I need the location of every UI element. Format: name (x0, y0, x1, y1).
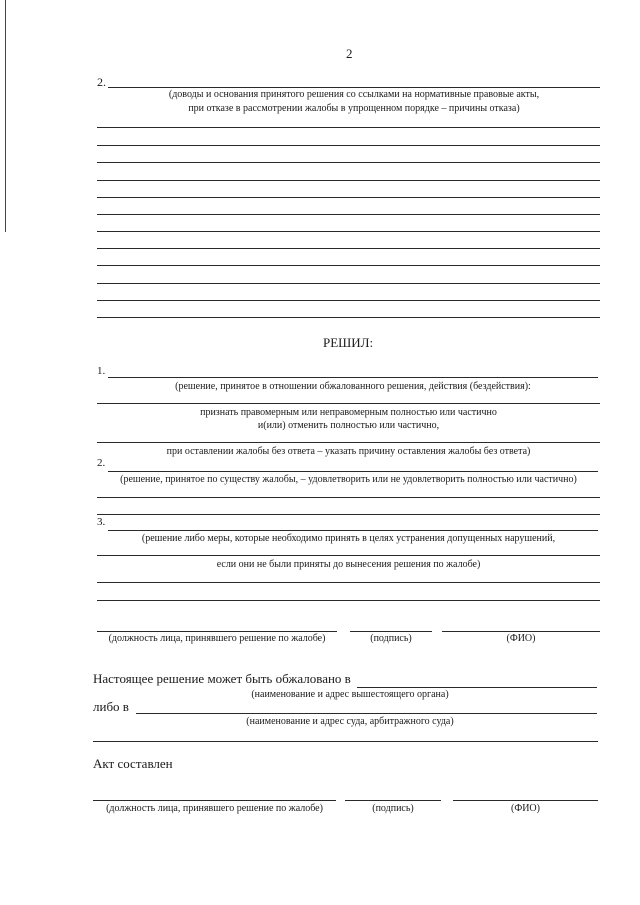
position-line[interactable] (97, 631, 337, 632)
appeal-caption-1: (наименование и адрес вышестоящего органа) (251, 689, 449, 700)
appeal-court-line[interactable] (136, 713, 597, 714)
decision-2-line[interactable] (97, 497, 600, 498)
name-caption: (ФИО) (506, 633, 536, 644)
reasons-line[interactable] (97, 283, 600, 284)
position-caption: (должность лица, принявшего решение по жалобе) (108, 633, 326, 644)
reasons-line[interactable] (97, 127, 600, 128)
signature-caption: (подпись) (372, 803, 414, 814)
decision-3-caption-1: (решение либо меры, которые необходимо принять в целях устранения допущенных нарушений, (141, 533, 556, 544)
decision-heading: РЕШИЛ: (323, 335, 374, 350)
decision-1-caption-b1: признать правомерным или неправомерным полностью или частично (200, 407, 497, 418)
act-text: Акт составлен (93, 756, 173, 771)
page-number: 2 (346, 46, 353, 61)
reasons-caption-2: при отказе в рассмотрении жалобы в упрощенном порядке – причины отказа) (188, 103, 520, 114)
name-caption: (ФИО) (510, 803, 540, 814)
appeal-caption-2: (наименование и адрес суда, арбитражного суда) (246, 716, 454, 727)
decision-2-number: 2. (97, 457, 106, 469)
section-number: 2. (97, 75, 106, 89)
decision-3-line[interactable] (97, 555, 600, 556)
reasons-line[interactable] (108, 87, 600, 88)
signature-line[interactable] (350, 631, 432, 632)
decision-1-number: 1. (97, 365, 106, 377)
appeal-body-line[interactable] (357, 687, 597, 688)
decision-1-caption-c: при оставлении жалобы без ответа – указать причину оставления жалобы без ответа) (166, 446, 531, 457)
decision-3-caption-2: если они не были приняты до вынесения решения по жалобе) (216, 559, 481, 570)
signature-caption: (подпись) (370, 633, 412, 644)
name-line[interactable] (453, 800, 598, 801)
decision-1-line[interactable] (108, 377, 598, 378)
decision-2-line[interactable] (97, 514, 600, 515)
decision-2-line[interactable] (108, 471, 598, 472)
reasons-line[interactable] (97, 145, 600, 146)
decision-1-line[interactable] (97, 442, 600, 443)
reasons-line[interactable] (97, 231, 600, 232)
reasons-line[interactable] (97, 265, 600, 266)
reasons-line[interactable] (97, 214, 600, 215)
decision-3-line[interactable] (97, 582, 600, 583)
reasons-line[interactable] (97, 180, 600, 181)
left-margin-bar (5, 0, 6, 232)
decision-3-line[interactable] (108, 530, 598, 531)
appeal-court-line[interactable] (93, 741, 598, 742)
appeal-or-text: либо в (93, 699, 129, 714)
name-line[interactable] (442, 631, 600, 632)
position-line[interactable] (93, 800, 336, 801)
reasons-caption-1: (доводы и основания принятого решения со ссылками на нормативные правовые акты, (168, 89, 540, 100)
decision-2-caption: (решение, принятое по существу жалобы, – удовлетворить или не удовлетворить полностью или частично) (120, 474, 577, 485)
position-caption: (должность лица, принявшего решение по жалобе) (106, 803, 323, 814)
decision-1-line[interactable] (97, 403, 600, 404)
reasons-line[interactable] (97, 197, 600, 198)
reasons-line[interactable] (97, 317, 600, 318)
signature-line[interactable] (345, 800, 441, 801)
reasons-line[interactable] (97, 162, 600, 163)
reasons-line[interactable] (97, 300, 600, 301)
decision-3-line[interactable] (97, 600, 600, 601)
decision-1-caption: (решение, принятое в отношении обжалованного решения, действия (бездействия): (175, 381, 531, 392)
decision-3-number: 3. (97, 516, 106, 528)
decision-1-caption-b2: и(или) отменить полностью или частично, (257, 420, 440, 431)
appeal-text: Настоящее решение может быть обжаловано в (93, 671, 351, 686)
reasons-line[interactable] (97, 248, 600, 249)
